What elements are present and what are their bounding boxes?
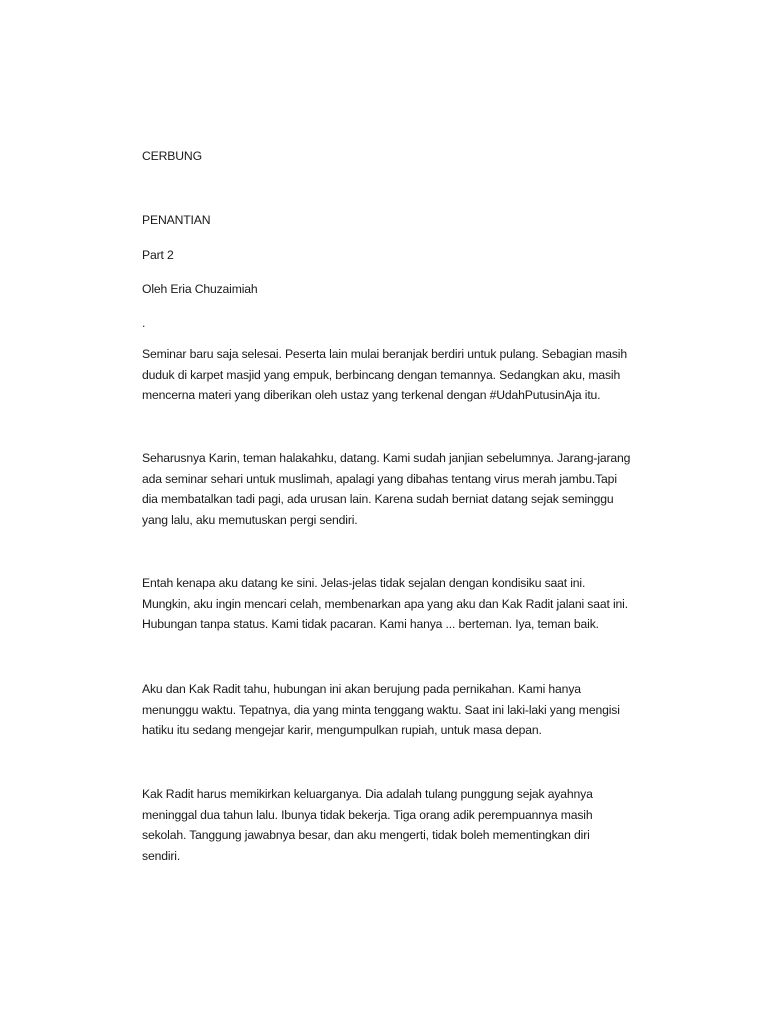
paragraph-line: Aku dan Kak Radit tahu, hubungan ini akan berujung pada pernikahan. Kami hanya [142, 682, 581, 696]
paragraph-line: ada seminar sehari untuk muslimah, apalagi yang dibahas tentang virus merah jambu.Tapi [142, 471, 617, 486]
paragraph-line: Seminar baru saja selesai. Peserta lain mulai beranjak berdiri untuk pulang. Sebagian masih [142, 347, 627, 361]
paragraph-line: Entah kenapa aku datang ke sini. Jelas-jelas tidak sejalan dengan kondisiku saat ini. [142, 576, 586, 590]
paragraph-5 [142, 784, 662, 866]
paragraph-line: mencerna materi yang diberikan oleh ustaz yang terkenal dengan #UdahPutusinAja itu. [142, 388, 601, 402]
series-heading: CERBUNG [142, 149, 202, 163]
paragraph-1 [142, 344, 662, 406]
paragraph-line: dia membatalkan tadi pagi, ada urusan lain. Karena sudah berniat datang sejak seminggu [142, 492, 614, 506]
paragraph-line: sendiri. [142, 848, 181, 863]
paragraph-line: sekolah. Tanggung jawabnya besar, dan aku mengerti, tidak boleh mementingkan diri [142, 828, 590, 842]
separator-dot: . [142, 316, 146, 330]
part-label: Part 2 [142, 248, 174, 262]
paragraph-line: Hubungan tanpa status. Kami tidak pacaran. Kami hanya ... berteman. Iya, teman baik. [142, 617, 599, 631]
story-title: PENANTIAN [142, 213, 211, 227]
paragraph-line: Mungkin, aku ingin mencari celah, membenarkan apa yang aku dan Kak Radit jalani saat ini. [142, 596, 628, 611]
paragraph-line: duduk di karpet masjid yang empuk, berbincang dengan temannya. Sedangkan aku, masih [142, 367, 621, 382]
paragraph-3 [142, 573, 662, 635]
paragraph-line: meninggal dua tahun lalu. Ibunya tidak bekerja. Tiga orang adik perempuannya masih [142, 807, 593, 822]
paragraph-line: yang lalu, aku memutuskan pergi sendiri. [142, 512, 358, 527]
paragraph-4 [142, 679, 662, 741]
author-line: Oleh Eria Chuzaimiah [142, 282, 258, 296]
paragraph-2 [142, 448, 662, 530]
paragraph-line: hatiku itu sedang mengejar karir, mengumpulkan rupiah, untuk masa depan. [142, 723, 542, 737]
paragraph-line: menunggu waktu. Tepatnya, dia yang minta tenggang waktu. Saat ini laki-laki yang mengisi [142, 702, 620, 717]
paragraph-line: Kak Radit harus memikirkan keluarganya. Dia adalah tulang punggung sejak ayahnya [142, 787, 593, 801]
paragraph-line: Seharusnya Karin, teman halakahku, datang. Kami sudah janjian sebelumnya. Jarang-jarang [142, 451, 631, 465]
